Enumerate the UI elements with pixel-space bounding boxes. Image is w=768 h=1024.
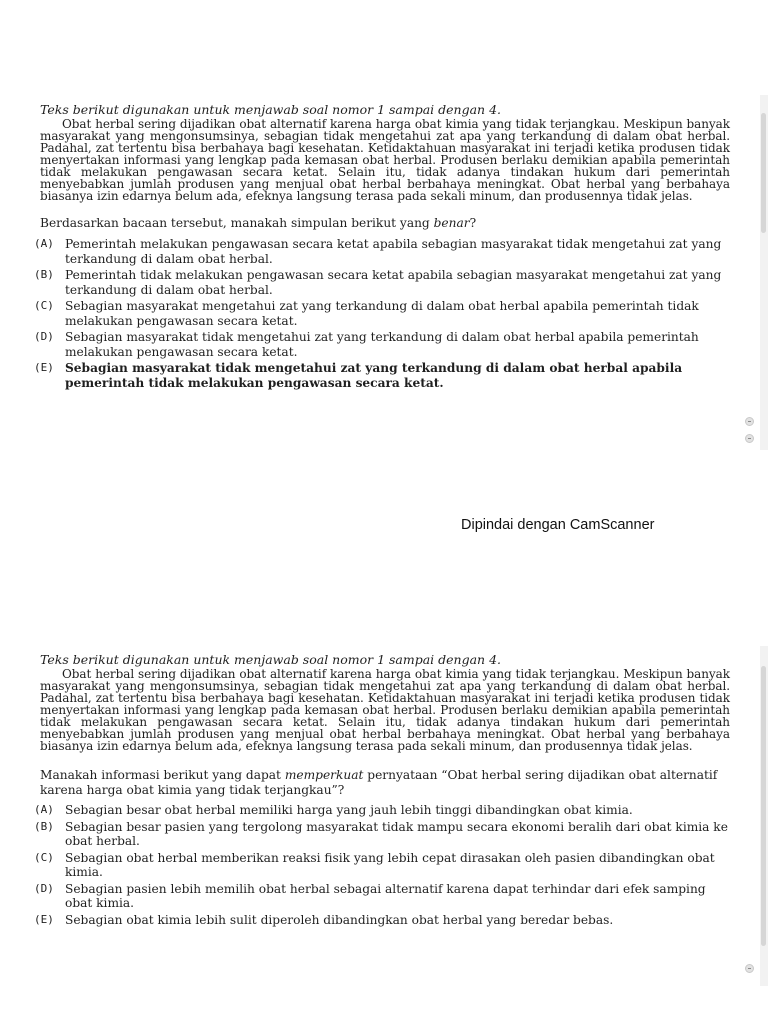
option-b[interactable] <box>34 268 730 297</box>
option-text: Sebagian masyarakat tidak mengetahui zat yang terkandung di dalam obat herbal apabila pemerintah melakukan pengawasan secara ketat. <box>65 330 699 359</box>
option-text: Pemerintah tidak melakukan pengawasan secara ketat apabila sebagian masyarakat mengetahui zat yang terkandung di dalam obat herbal. <box>65 268 722 297</box>
option-text: Sebagian masyarakat tidak mengetahui zat yang terkandung di dalam obat herbal apabila pemerintah tidak melakukan pengawasan secara ketat. <box>65 361 683 390</box>
option-text: Sebagian besar pasien yang tergolong masyarakat tidak mampu secara ekonomi beralih dari obat kimia ke obat herbal. <box>65 819 728 848</box>
option-c[interactable] <box>34 850 730 880</box>
option-d[interactable] <box>34 881 730 911</box>
option-key: (D) <box>34 330 54 343</box>
reading-passage: Obat herbal sering dijadikan obat alternatif karena harga obat kimia yang tidak terjangkau. Meskipun banyak masyarakat yang mengonsumsinya, sebagian tidak mengetahui zat apa yang terkandung di dalam obat herbal. Padahal, zat tertentu bisa berbahaya bagi kesehatan. Ketidaktahuan masyarakat ini terjadi ketika produsen tidak menyertakan informasi yang lengkap pada kemasan obat herbal. Produsen berlaku demikian apabila pemerintah tidak melakukan pengawasan secara ketat. Selain itu, tidak adanya tindakan hukum dari pemerintah menyebabkan jumlah produsen yang menjual obat herbal berbahaya meningkat. Obat herbal yang berbahaya biasanya izin edarnya belum ada, efeknya langsung terasa pada sekali minum, dan produsennya tidak jelas. <box>40 117 730 203</box>
question-text-start: Berdasarkan bacaan tersebut, manakah simpulan berikut yang <box>40 216 434 230</box>
option-text: Sebagian pasien lebih memilih obat herbal sebagai alternatif karena dapat terhindar dari efek samping obat kimia. <box>65 881 706 910</box>
answer-options <box>34 237 730 390</box>
option-key: (A) <box>34 237 54 250</box>
scrollbar-thumb[interactable] <box>761 666 766 946</box>
scrollbar-thumb[interactable] <box>761 113 766 233</box>
option-key: (E) <box>34 361 54 374</box>
option-d[interactable] <box>34 330 730 359</box>
question-content-2 <box>34 652 730 929</box>
scroll-down-icon[interactable] <box>745 434 754 443</box>
question-text-start: Manakah informasi berikut yang dapat <box>40 768 285 782</box>
option-text: Sebagian masyarakat mengetahui zat yang terkandung di dalam obat herbal apabila pemerintah tidak melakukan pengawasan secara ketat. <box>65 299 699 328</box>
reading-passage: Obat herbal sering dijadikan obat alternatif karena harga obat kimia yang tidak terjangkau. Meskipun banyak masyarakat yang mengonsumsinya, sebagian tidak mengetahui zat apa yang terkandung di dalam obat herbal. Padahal, zat tertentu bisa berbahaya bagi kesehatan. Ketidaktahuan masyarakat ini terjadi ketika produsen tidak menyertakan informasi yang lengkap pada kemasan obat herbal. Produsen berlaku demikian apabila pemerintah tidak melakukan pengawasan secara ketat. Selain itu, tidak adanya tindakan hukum dari pemerintah menyebabkan jumlah produsen yang menjual obat herbal berbahaya meningkat. Obat herbal yang berbahaya biasanya izin edarnya belum ada, efeknya langsung terasa pada sekali minum, dan produsennya tidak jelas. <box>40 667 730 753</box>
passage-intro: Teks berikut digunakan untuk menjawab soal nomor 1 sampai dengan 4. <box>40 652 501 667</box>
option-a[interactable] <box>34 803 730 818</box>
question-panel-1 <box>0 95 768 450</box>
scroll-up-icon[interactable] <box>745 964 754 973</box>
question-emphasis: benar <box>433 216 470 230</box>
option-text: Sebagian obat kimia lebih sulit diperoleh dibandingkan obat herbal yang beredar bebas. <box>65 912 614 927</box>
option-text: Sebagian obat herbal memberikan reaksi fisik yang lebih cepat dirasakan oleh pasien dibandingkan obat kimia. <box>65 850 715 879</box>
option-e[interactable] <box>34 361 730 390</box>
camscanner-watermark: Dipindai dengan CamScanner <box>461 517 655 533</box>
option-key: (B) <box>34 268 54 281</box>
passage-intro: Teks berikut digunakan untuk menjawab soal nomor 1 sampai dengan 4. <box>40 102 501 117</box>
option-text: Sebagian besar obat herbal memiliki harga yang jauh lebih tinggi dibandingkan obat kimia. <box>65 803 633 817</box>
option-key: (B) <box>34 819 54 833</box>
answer-options <box>34 803 730 927</box>
question-text <box>40 768 730 798</box>
option-text: Pemerintah melakukan pengawasan secara ketat apabila sebagian masyarakat tidak mengetahui zat yang terkandung di dalam obat herbal. <box>65 237 722 266</box>
option-key: (C) <box>34 850 54 864</box>
option-key: (E) <box>34 912 54 926</box>
option-key: (A) <box>34 803 54 816</box>
question-panel-2 <box>0 646 768 986</box>
question-content-1 <box>34 102 730 392</box>
question-text <box>40 216 730 231</box>
question-emphasis: memperkuat <box>284 768 364 782</box>
option-key: (C) <box>34 299 54 312</box>
option-b[interactable] <box>34 819 730 849</box>
question-text-end: pernyataan “Obat herbal sering dijadikan obat alternatif karena harga obat kimia yang tidak terjangkau”? <box>40 768 718 797</box>
option-key: (D) <box>34 881 54 895</box>
option-c[interactable] <box>34 299 730 328</box>
scrollbar[interactable] <box>760 646 768 986</box>
option-e[interactable] <box>34 912 730 928</box>
option-a[interactable] <box>34 237 730 266</box>
scroll-up-icon[interactable] <box>745 417 754 426</box>
scrollbar[interactable] <box>760 95 768 450</box>
question-text-end: ? <box>469 216 477 230</box>
